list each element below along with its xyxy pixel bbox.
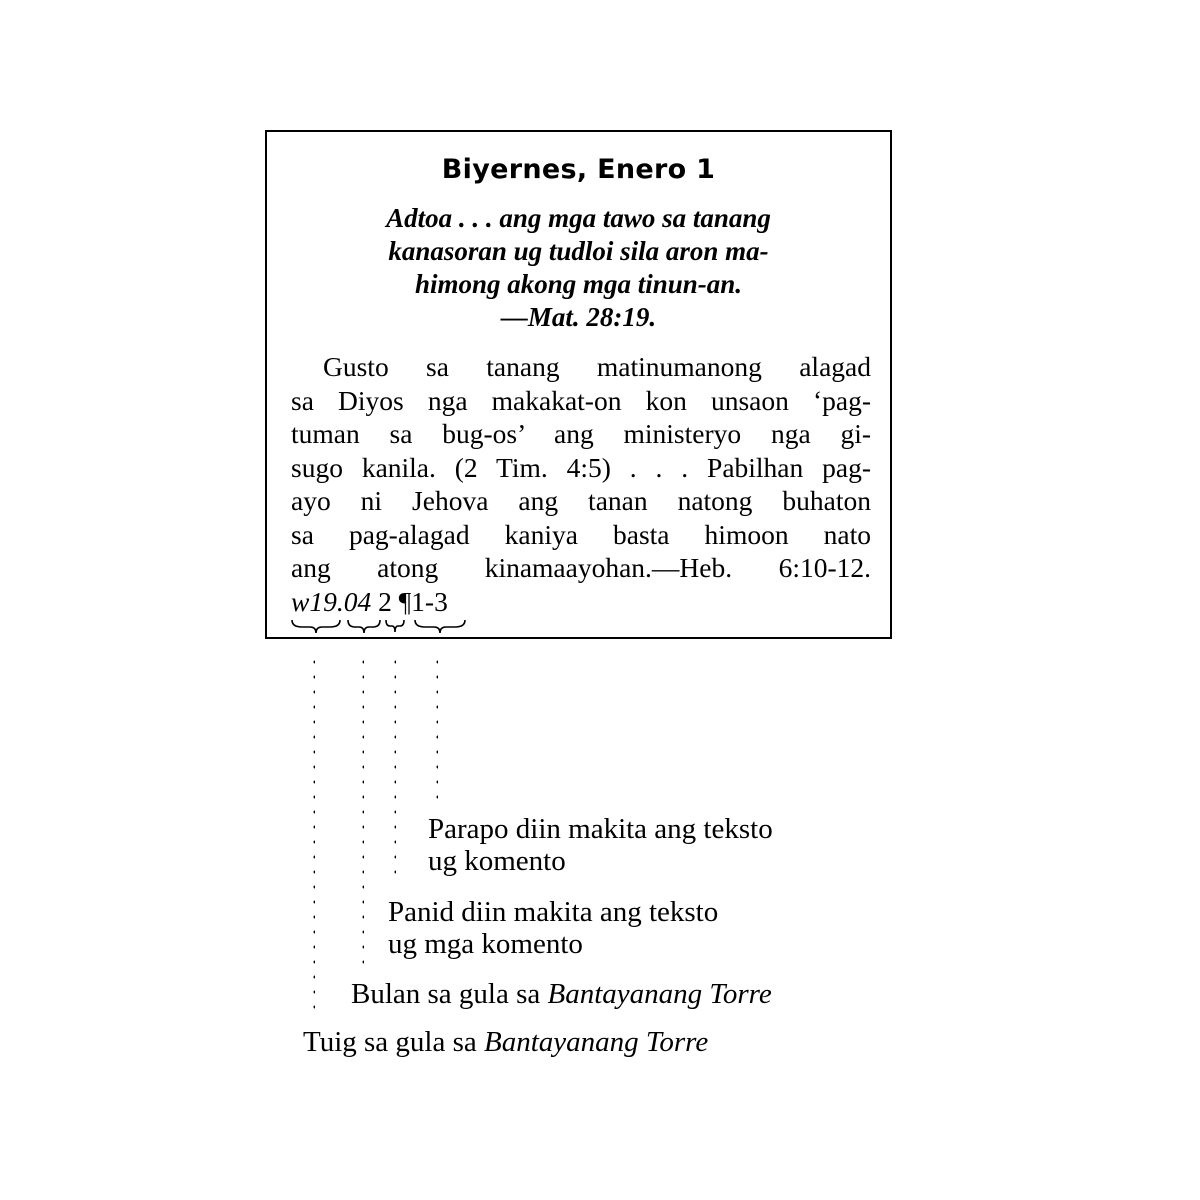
source-reference [291,585,871,619]
ref-year: w19 [291,585,337,617]
ref-month: 04 [343,585,372,617]
comment-line: sa pag-alagad kaniya basta himoon nato [291,518,871,550]
year-label: Tuig sa gula sa Bantayanang Torre [303,1026,709,1058]
ref-dot: . [336,585,344,617]
comment-line: Gusto sa tanang matinumanong alagad [323,351,871,382]
comment-line: sa Diyos nga makakat-on kon unsaon ‘pag- [291,384,871,416]
comment-line: ayo ni Jehova ang tanan natong buhaton [291,485,871,516]
daily-text-card [265,130,892,639]
comment-line: tuman sa bug-os’ ang ministeryo nga gi- [291,418,871,449]
date-heading: Biyernes, Enero 1 [441,154,716,185]
ref-paragraph: ¶1-3 [398,585,448,617]
comment-line: sugo kanila. (2 Tim. 4:5) . . . Pabilhan pag- [291,451,871,483]
verse-line: himong akong mga tinun-an. [414,269,743,299]
comment-paragraph [291,350,871,618]
page-underbrace-icon [384,617,406,637]
theme-scripture [287,202,870,334]
paragraph-leader-dots [436,660,438,800]
ref-page: 2 [378,585,392,617]
month-label: Bulan sa gula sa Bantayanang Torre [351,978,772,1010]
paragraph-label: Parapo diin makita ang teksto ug komento [428,813,773,877]
page-leader-dots [394,660,396,882]
month-underbrace-icon [346,617,382,637]
verse-line: kanasoran ug tudloi sila aron ma- [388,236,769,266]
verse-line: Adtoa . . . ang mga tawo sa tanang [386,203,771,233]
page-label: Panid diin makita ang teksto ug mga komento [388,896,719,960]
paragraph-underbrace-icon [413,617,467,637]
verse-citation: —Mat. 28:19. [500,302,657,332]
year-underbrace-icon [290,617,342,637]
comment-line: ang atong kinamaayohan.—Heb. 6:10-12. [291,552,871,583]
year-leader-dots [313,660,315,1012]
month-leader-dots [362,660,364,965]
